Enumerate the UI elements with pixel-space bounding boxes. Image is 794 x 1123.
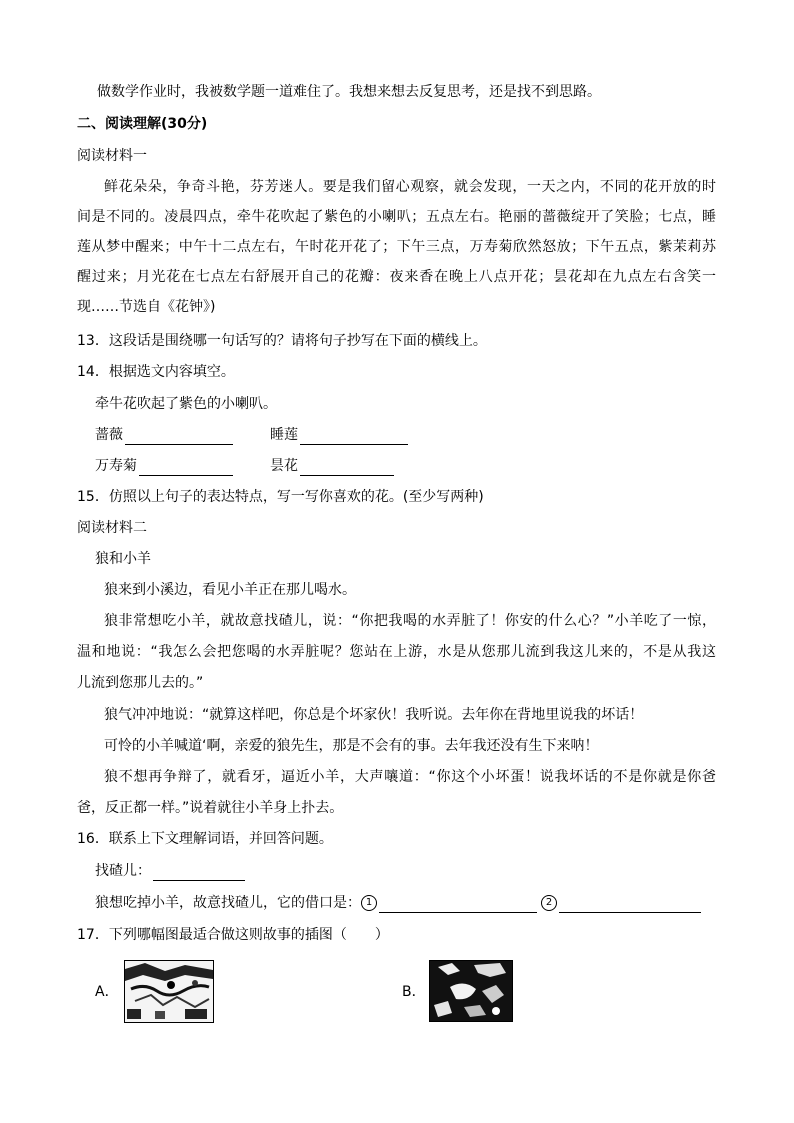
q16-word-label: 找碴儿： — [95, 863, 151, 879]
q14-item-label: 蔷薇 — [95, 427, 123, 443]
material1-heading: 阅读材料一 — [77, 148, 147, 164]
sketch-image-icon — [125, 961, 213, 1022]
q14-item-waterlily[interactable] — [270, 425, 408, 445]
q14-example: 牵牛花吹起了紫色的小喇叭。 — [95, 396, 277, 412]
question-14: 14．根据选文内容填空。 — [77, 364, 235, 380]
story-title: 狼和小羊 — [95, 551, 151, 567]
answer-blank[interactable] — [139, 461, 233, 476]
option-b-label[interactable]: B． — [402, 984, 426, 1000]
top-sentence: 做数学作业时，我被数学题一道难住了。我想来想去反复思考，还是找不到思路。 — [97, 84, 601, 100]
material2-heading: 阅读材料二 — [77, 520, 147, 536]
option-a-label[interactable]: A． — [95, 984, 119, 1000]
story-line: 狼不想再争辩了，就看牙，逼近小羊，大声嚷道：“你这个小坏蛋！说我坏话的不是你就是你爸 — [104, 769, 716, 785]
q14-item-label: 万寿菊 — [95, 458, 137, 474]
story-line: 狼气冲冲地说：“就算这样吧，你总是个坏家伙！我听说。去年你在背地里说我的坏话！ — [104, 707, 644, 723]
q14-item-label: 睡莲 — [270, 427, 298, 443]
story-line: 狼非常想吃小羊，就故意找碴儿，说：“你把我喝的水弄脏了！你安的什么心？”小羊吃了一惊， — [104, 613, 716, 629]
material1-line: 醒过来；月光花在七点左右舒展开自己的花瓣：夜来香在晚上八点开花；昙花却在九点左右含笑一 — [77, 269, 716, 285]
circled-number-2: 2 — [541, 895, 557, 911]
question-13: 13．这段话是围绕哪一句话写的？请将句子抄写在下面的横线上。 — [77, 333, 487, 349]
story-line: 儿流到您那儿去的。” — [77, 675, 204, 691]
sketch-image-icon — [430, 961, 512, 1021]
q14-item-marigold[interactable] — [95, 456, 233, 476]
story-line: 爸，反正都一样。”说着就往小羊身上扑去。 — [77, 800, 344, 816]
story-line: 可怜的小羊喊道‘啊，亲爱的狼先生，那是不会有的事。去年我还没有生下来呐！ — [104, 738, 599, 754]
question-15: 15．仿照以上句子的表达特点，写一写你喜欢的花。(至少写两种) — [77, 489, 484, 505]
answer-blank[interactable] — [300, 430, 408, 445]
q16-word-row[interactable] — [95, 861, 245, 881]
q14-item-rose[interactable] — [95, 425, 233, 445]
option-b-image[interactable] — [429, 960, 513, 1022]
answer-blank[interactable] — [300, 461, 394, 476]
question-16: 16．联系上下文理解词语，并回答问题。 — [77, 831, 333, 847]
answer-blank[interactable] — [125, 430, 233, 445]
answer-blank[interactable] — [379, 898, 537, 913]
question-17: 17．下列哪幅图最适合做这则故事的插图（ ） — [77, 927, 389, 943]
material1-line: 间是不同的。凌晨四点，牵牛花吹起了紫色的小喇叭；五点左右。艳丽的蔷薇绽开了笑脸；七点，睡 — [77, 209, 716, 225]
circled-number-1: 1 — [361, 895, 377, 911]
answer-blank[interactable] — [153, 866, 245, 881]
material1-line: 鲜花朵朵，争奇斗艳，芬芳迷人。要是我们留心观察，就会发现，一天之内，不同的花开放的时 — [104, 179, 716, 195]
material1-line: 莲从梦中醒来；中午十二点左右，午时花开花了；下午三点，万寿菊欣然怒放；下午五点，紫茉莉苏 — [77, 239, 716, 255]
q16-reason-row[interactable] — [95, 893, 701, 913]
section2-title: 二、阅读理解(30分) — [77, 116, 208, 132]
q14-item-epiphyllum[interactable] — [270, 456, 394, 476]
story-line: 温和地说：“我怎么会把您喝的水弄脏呢？您站在上游，水是从您那儿流到我这儿来的，不是从我这 — [77, 644, 716, 660]
q14-item-label: 昙花 — [270, 458, 298, 474]
answer-blank[interactable] — [559, 898, 701, 913]
story-line: 狼来到小溪边，看见小羊正在那儿喝水。 — [104, 582, 356, 598]
material1-line: 现……节选自《花钟》) — [77, 299, 216, 315]
option-a-image[interactable] — [124, 960, 214, 1023]
q16-reason-label: 狼想吃掉小羊，故意找碴儿，它的借口是： — [95, 895, 361, 911]
